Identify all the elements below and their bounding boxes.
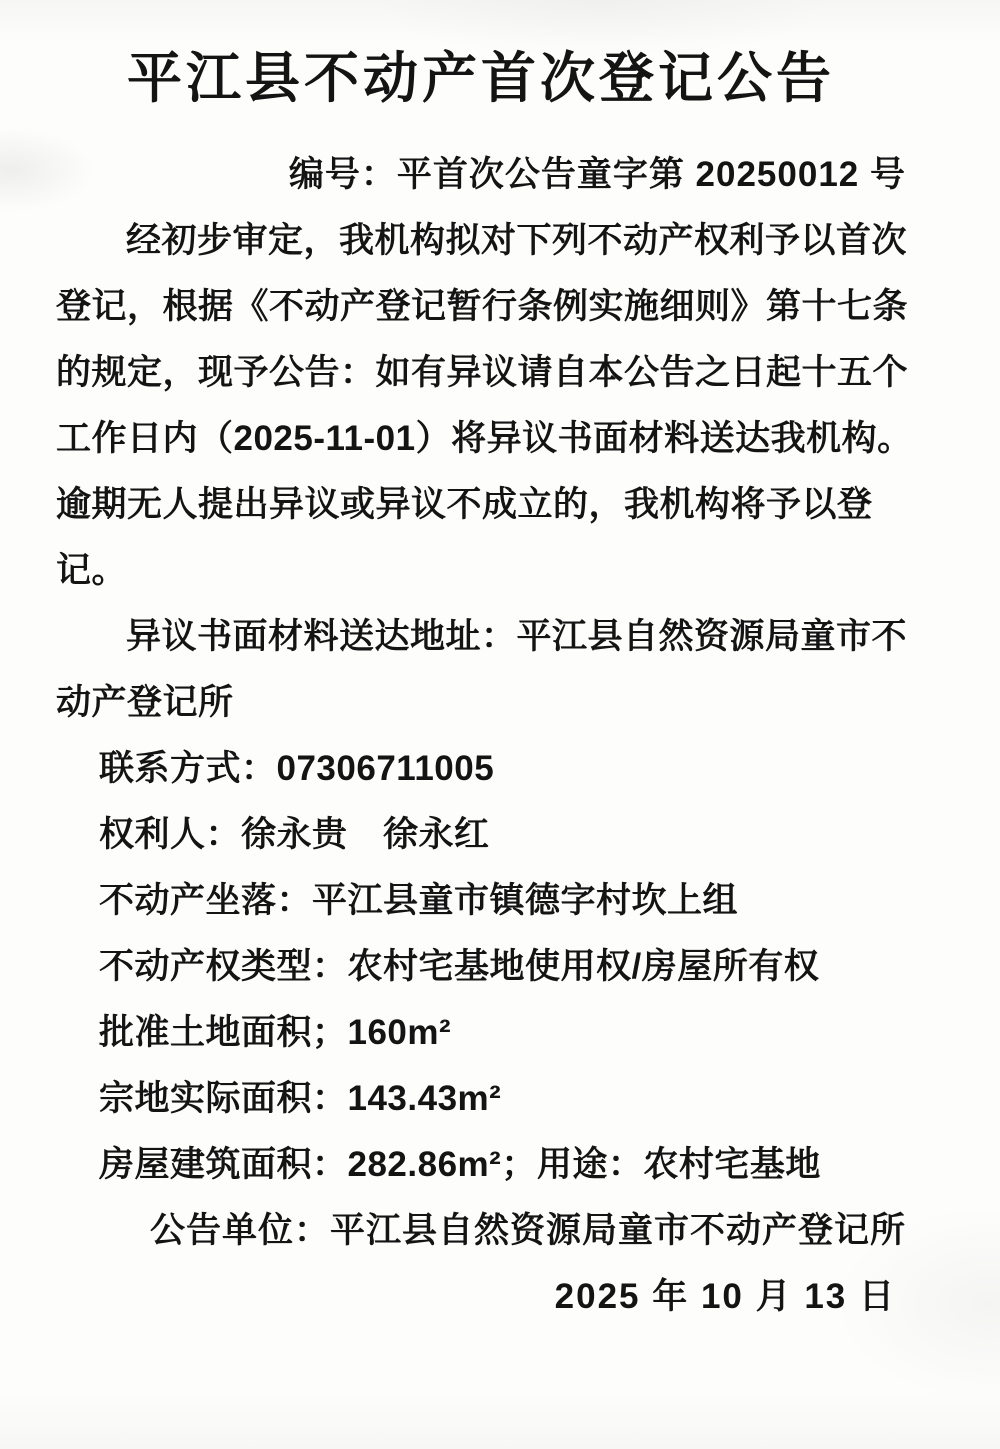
text-line: 工作日内（2025-11-01）将异议书面材料送达我机构。 [56, 419, 913, 458]
detail-line: 不动产权类型：农村宅基地使用权/房屋所有权 [99, 947, 820, 986]
text-line: 登记，根据《不动产登记暂行条例实施细则》第十七条 [56, 287, 909, 326]
text-line: 经初步审定，我机构拟对下列不动产权利予以首次 [126, 221, 908, 260]
text-line: 记。 [56, 551, 128, 590]
detail-line: 不动产坐落：平江县童市镇德字村坎上组 [99, 881, 739, 920]
doc-number: 编号：平首次公告童字第 20250012 号 [288, 155, 906, 194]
property-detail-list [56, 736, 906, 1198]
detail-line: 联系方式：07306711005 [99, 749, 495, 788]
issuer-line: 公告单位：平江县自然资源局童市不动产登记所 [149, 1211, 906, 1250]
text-line: 逾期无人提出异议或异议不成立的，我机构将予以登 [56, 485, 873, 524]
text-line: 的规定，现予公告：如有异议请自本公告之日起十五个 [56, 353, 909, 392]
delivery-address-paragraph [56, 604, 906, 736]
page-title: 平江县不动产首次登记公告 [126, 47, 835, 109]
body-paragraph-main [56, 208, 913, 604]
date-line: 2025 年 10 月 13 日 [554, 1277, 896, 1316]
detail-line: 宗地实际面积：143.43m² [99, 1079, 502, 1118]
detail-line: 权利人：徐永贵 徐永红 [99, 815, 490, 854]
text-line: 动产登记所 [56, 683, 234, 722]
detail-line: 批准土地面积；160m² [99, 1013, 452, 1052]
detail-line: 房屋建筑面积：282.86m²；用途：农村宅基地 [99, 1145, 821, 1184]
text-line: 异议书面材料送达地址：平江县自然资源局童市不 [126, 617, 908, 656]
